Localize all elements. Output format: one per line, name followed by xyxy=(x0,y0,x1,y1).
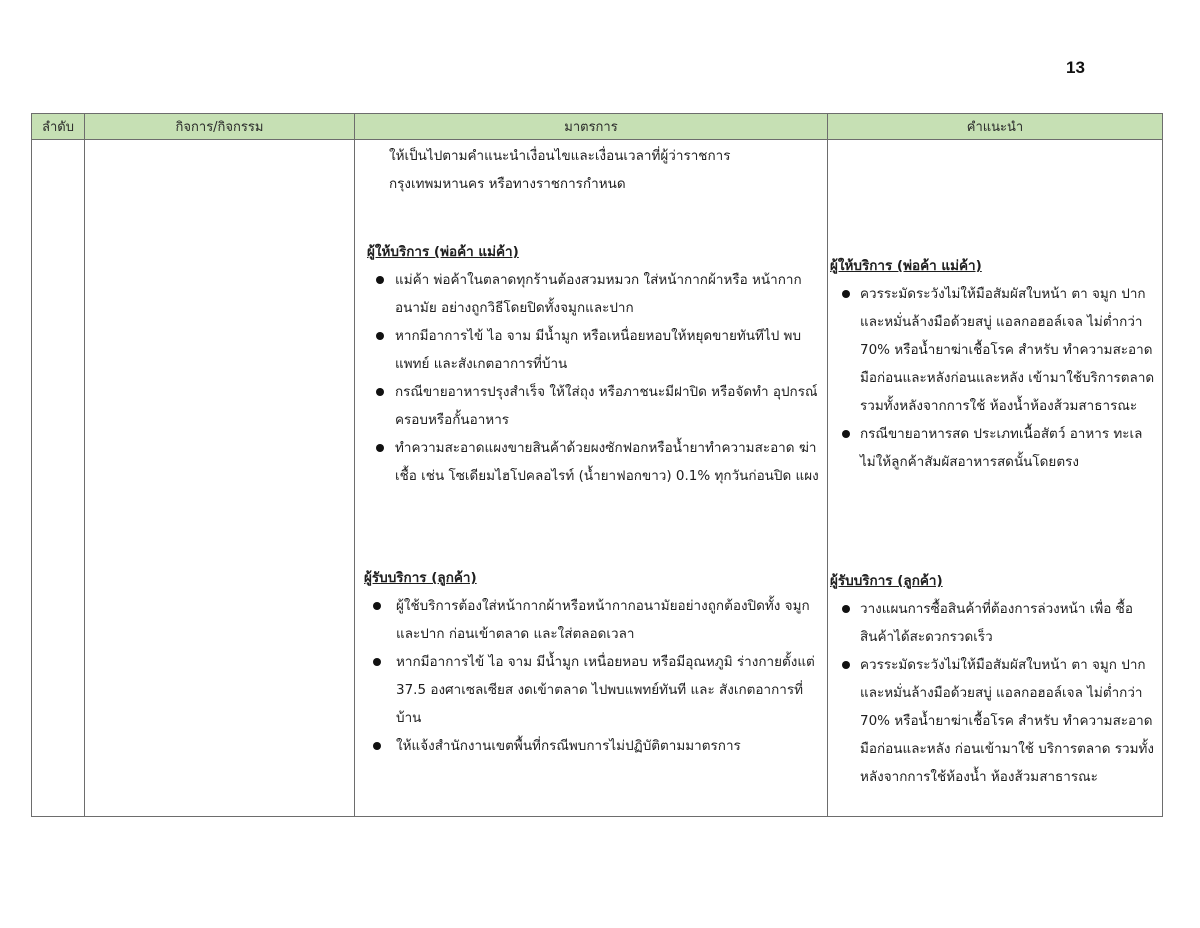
table-header-row xyxy=(32,114,1163,140)
list-item: วางแผนการซื้อสินค้าที่ต้องการล่วงหน้า เพื่อ ซื้อสินค้าได้สะดวกรวดเร็ว xyxy=(830,595,1160,651)
bullet-icon xyxy=(373,658,381,666)
bullet-icon xyxy=(376,332,384,340)
bullet-icon xyxy=(842,661,850,669)
cell-measure xyxy=(355,140,828,817)
measure-customer-list xyxy=(364,592,824,760)
measure-customer-section xyxy=(364,564,824,760)
header-no: ลำดับ xyxy=(32,114,85,140)
bullet-icon xyxy=(842,430,850,438)
header-measure: มาตรการ xyxy=(355,114,828,140)
bullet-icon xyxy=(376,444,384,452)
advice-customer-list xyxy=(830,595,1160,791)
list-item: หากมีอาการไข้ ไอ จาม มีน้ำมูก เหนื่อยหอบ หรือมีอุณหภูมิ ร่างกายตั้งแต่ 37.5 องศาเซลเซียส งดเข้าตลาด ไปพบแพทย์ทันที และ สังเกตอาการที่บ้าน xyxy=(364,648,824,732)
list-item: กรณีขายอาหารปรุงสำเร็จ ให้ใส่ถุง หรือภาชนะมีฝาปิด หรือจัดทำ อุปกรณ์ครอบหรือกั้นอาหาร xyxy=(367,378,822,434)
cell-no xyxy=(32,140,85,817)
measures-table xyxy=(31,113,1163,817)
advice-provider-heading: ผู้ให้บริการ (พ่อค้า แม่ค้า) xyxy=(830,258,982,274)
page-number: 13 xyxy=(1066,58,1085,77)
bullet-icon xyxy=(376,276,384,284)
list-item: หากมีอาการไข้ ไอ จาม มีน้ำมูก หรือเหนื่อยหอบให้หยุดขายทันทีไป พบแพทย์ และสังเกตอาการที่บ้าน xyxy=(367,322,822,378)
bullet-icon xyxy=(842,605,850,613)
list-item: ทำความสะอาดแผงขายสินค้าด้วยผงซักฟอกหรือน้ำยาทำความสะอาด ฆ่าเชื้อ เช่น โซเดียมไฮโปคลอไรท์ (น้ำยาฟอกขาว) 0.1% ทุกวันก่อนปิด แผง xyxy=(367,434,822,490)
list-item: ให้แจ้งสำนักงานเขตพื้นที่กรณีพบการไม่ปฏิบัติตามมาตรการ xyxy=(364,732,824,760)
header-activity: กิจการ/กิจกรรม xyxy=(85,114,355,140)
bullet-icon xyxy=(373,602,381,610)
measure-provider-heading: ผู้ให้บริการ (พ่อค้า แม่ค้า) xyxy=(367,244,519,260)
list-item: ควรระมัดระวังไม่ให้มือสัมผัสใบหน้า ตา จมูก ปาก และหมั่นล้างมือด้วยสบู่ แอลกอฮอล์เจล ไม่ต่ำกว่า 70% หรือน้ำยาฆ่าเชื้อโรค สำหรับ ทำความสะอาดมือก่อนและหลังก่อนและหลัง เข้ามาใช้บริการตลาด รวมทั้งหลังจากการใช้ ห้องน้ำห้องส้วมสาธารณะ xyxy=(830,280,1160,420)
list-item: ผู้ใช้บริการต้องใส่หน้ากากผ้าหรือหน้ากากอนามัยอย่างถูกต้องปิดทั้ง จมูก และปาก ก่อนเข้าตลาด และใส่ตลอดเวลา xyxy=(364,592,824,648)
list-item: แม่ค้า พ่อค้าในตลาดทุกร้านต้องสวมหมวก ใส่หน้ากากผ้าหรือ หน้ากากอนามัย อย่างถูกวิธีโดยปิดทั้งจมูกและปาก xyxy=(367,266,822,322)
bullet-icon xyxy=(842,290,850,298)
measure-intro xyxy=(389,142,819,198)
advice-provider-list xyxy=(830,280,1160,476)
measure-provider-list xyxy=(367,266,822,490)
cell-advice xyxy=(828,140,1163,817)
advice-customer-section xyxy=(830,567,1160,791)
advice-customer-heading: ผู้รับบริการ (ลูกค้า) xyxy=(830,573,943,589)
header-advice: คำแนะนำ xyxy=(828,114,1163,140)
measure-intro-line: กรุงเทพมหานคร หรือทางราชการกำหนด xyxy=(389,176,626,192)
table-row xyxy=(32,140,1163,817)
measure-provider-section xyxy=(367,238,822,490)
bullet-icon xyxy=(373,742,381,750)
cell-activity xyxy=(85,140,355,817)
advice-provider-section xyxy=(830,252,1160,476)
bullet-icon xyxy=(376,388,384,396)
list-item: ควรระมัดระวังไม่ให้มือสัมผัสใบหน้า ตา จมูก ปาก และหมั่นล้างมือด้วยสบู่ แอลกอฮอล์เจล ไม่ต่ำกว่า 70% หรือน้ำยาฆ่าเชื้อโรค สำหรับ ทำความสะอาดมือก่อนและหลัง ก่อนเข้ามาใช้ บริการตลาด รวมทั้งหลังจากการใช้ห้องน้ำ ห้องส้วมสาธารณะ xyxy=(830,651,1160,791)
list-item: กรณีขายอาหารสด ประเภทเนื้อสัตว์ อาหาร ทะเล ไม่ให้ลูกค้าสัมผัสอาหารสดนั้นโดยตรง xyxy=(830,420,1160,476)
measure-intro-line: ให้เป็นไปตามคำแนะนำเงื่อนไขและเงื่อนเวลาที่ผู้ว่าราชการ xyxy=(389,148,731,164)
measure-customer-heading: ผู้รับบริการ (ลูกค้า) xyxy=(364,570,477,586)
